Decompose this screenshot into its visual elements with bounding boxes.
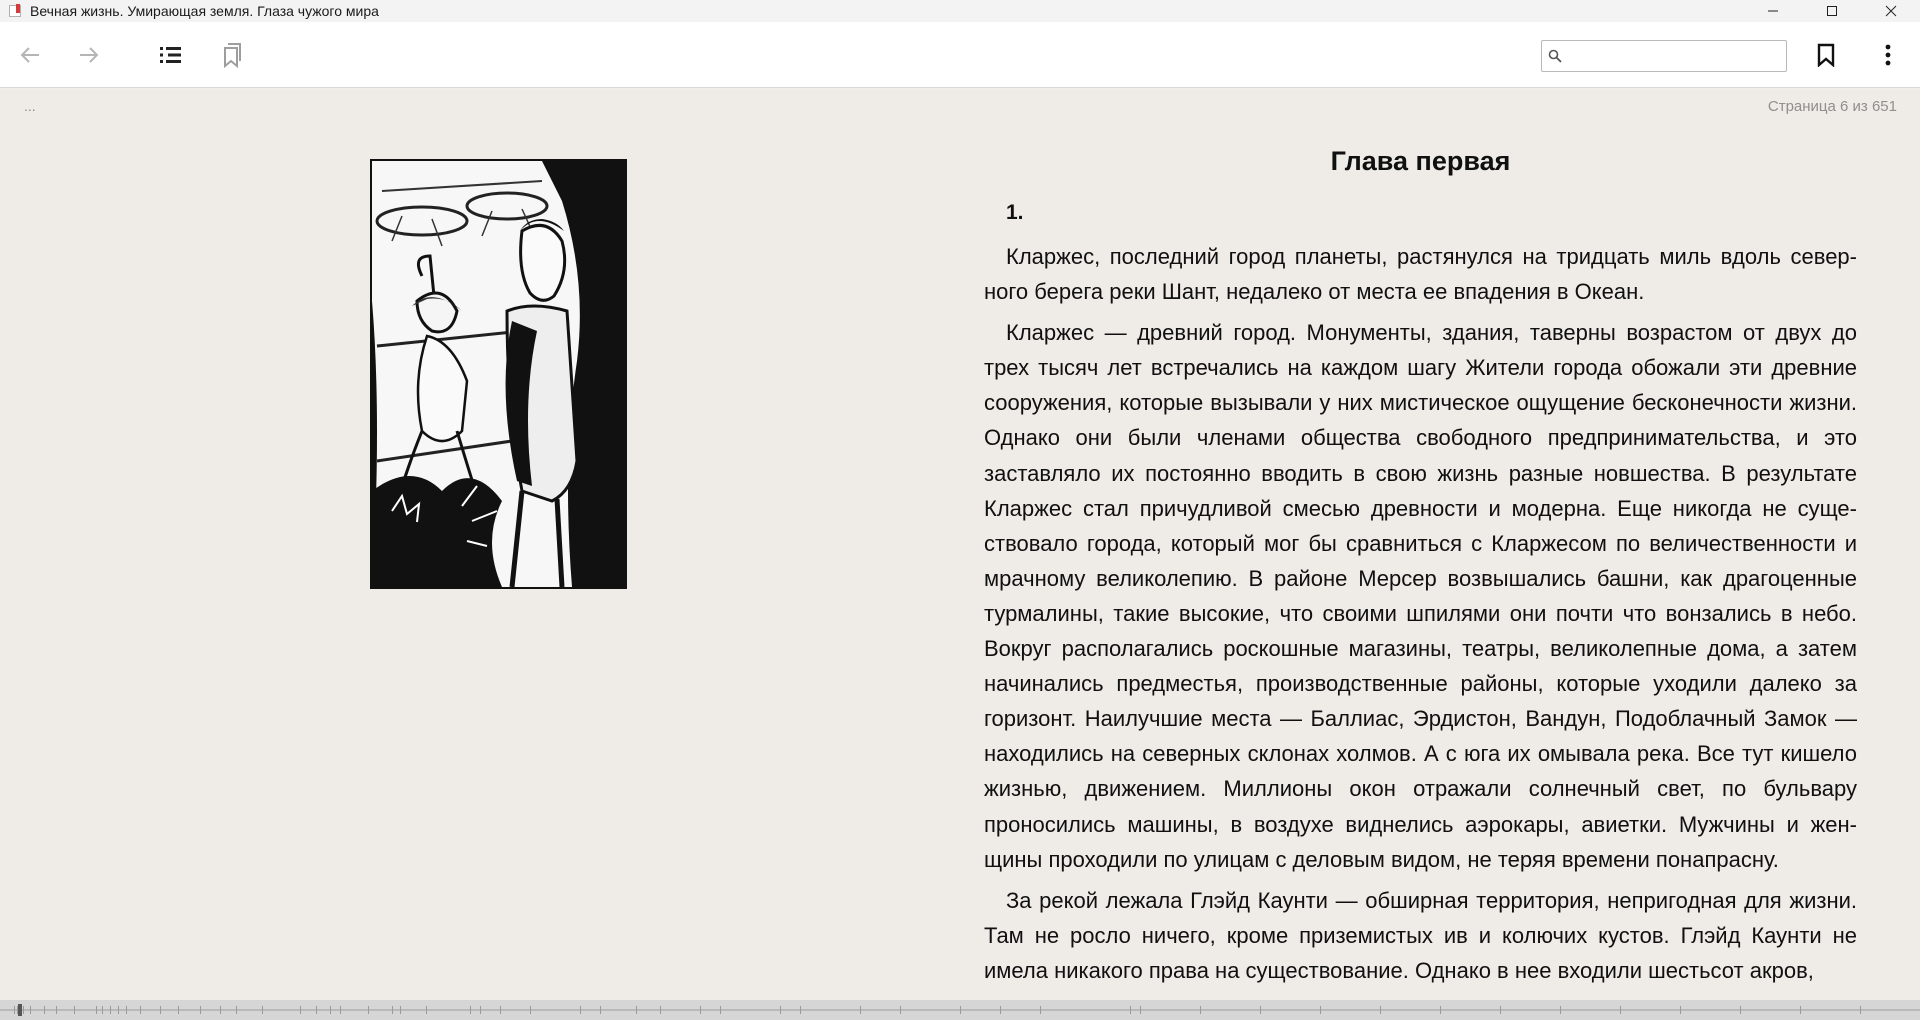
chapter-tick <box>1380 1006 1381 1014</box>
chapter-tick <box>23 1006 24 1014</box>
minimize-icon <box>1767 5 1779 17</box>
maximize-icon <box>1826 5 1838 17</box>
chapter-tick <box>44 1006 45 1014</box>
running-header-left: ... <box>24 98 36 114</box>
chapter-tick <box>126 1006 127 1014</box>
more-vertical-icon <box>1885 44 1891 66</box>
paragraph: За рекой лежала Глэйд Каунти — обширная территория, непригодная для жизни. Там не росло ничего, кроме приземистых ив и колючих кустов. Глэйд Каунти не имела никакого права на существование. Однако в нее входили шестьсот акров, <box>984 887 1857 983</box>
search-field[interactable] <box>1541 40 1787 72</box>
chapter-tick <box>426 1006 427 1014</box>
reader-toolbar <box>0 22 1920 88</box>
chapter-tick <box>118 1006 119 1014</box>
window-title: Вечная жизнь. Умирающая земля. Глаза чужого мира <box>30 3 379 19</box>
chapter-tick <box>470 1006 471 1014</box>
close-icon <box>1885 5 1897 17</box>
chapter-tick <box>900 1006 901 1014</box>
forward-button[interactable] <box>67 22 111 88</box>
chapter-tick <box>530 1006 531 1014</box>
scrubber-thumb[interactable] <box>18 1004 22 1016</box>
chapter-tick <box>1320 1006 1321 1014</box>
chapter-tick <box>330 1006 331 1014</box>
chapter-tick <box>30 1006 31 1014</box>
chapter-tick <box>1200 1006 1201 1014</box>
chapter-tick <box>316 1006 317 1014</box>
add-bookmark-button[interactable] <box>1804 22 1848 88</box>
chapter-tick <box>1260 1006 1261 1014</box>
chapter-tick <box>720 1006 721 1014</box>
chapter-tick <box>600 1006 601 1014</box>
table-of-contents-icon <box>159 44 183 66</box>
page-indicator: Страница 6 из 651 <box>1767 98 1897 115</box>
minimize-button[interactable] <box>1743 0 1802 22</box>
chapter-tick <box>340 1006 341 1014</box>
search-input[interactable] <box>1568 42 1782 70</box>
more-options-button[interactable] <box>1866 22 1910 88</box>
chapter-tick <box>56 1006 57 1014</box>
chapter-tick <box>580 1006 581 1014</box>
chapter-tick <box>300 1006 301 1014</box>
chapter-tick <box>1000 1006 1001 1014</box>
chapter-tick <box>110 1006 111 1014</box>
back-button[interactable] <box>8 22 52 88</box>
chapter-tick <box>392 1006 393 1014</box>
chapter-tick <box>14 1006 15 1014</box>
chapter-tick <box>178 1006 179 1014</box>
search-icon <box>1542 49 1568 63</box>
chapter-tick <box>480 1006 481 1014</box>
chapter-tick <box>1440 1006 1441 1014</box>
chapter-tick <box>140 1006 141 1014</box>
bookmarks-list-button[interactable] <box>209 22 253 88</box>
chapter-illustration <box>370 159 627 589</box>
chapter-tick <box>262 1006 263 1014</box>
chapter-tick <box>368 1006 369 1014</box>
bookmark-icon <box>1816 43 1836 67</box>
maximize-button[interactable] <box>1802 0 1861 22</box>
chapter-tick <box>860 1006 861 1014</box>
chapter-tick <box>1560 1006 1561 1014</box>
bookmarks-list-icon <box>219 42 243 68</box>
chapter-tick <box>1680 1006 1681 1014</box>
chapter-tick <box>400 1006 401 1014</box>
chapter-tick <box>160 1006 161 1014</box>
chapter-tick <box>200 1006 201 1014</box>
chapter-title: Глава первая <box>1330 146 1511 176</box>
chapter-tick <box>960 1006 961 1014</box>
chapter-tick <box>800 1006 801 1014</box>
table-of-contents-button[interactable] <box>149 22 193 88</box>
chapter-tick <box>1040 1006 1041 1014</box>
page-text[interactable] <box>984 142 1857 994</box>
section-number: 1. <box>1006 201 1024 224</box>
chapter-tick <box>1140 1006 1141 1014</box>
paragraph: Кларжес, последний город планеты, растянулся на тридцать миль вдоль северного берега реки Шант, недалеко от места ее впадения в Океан. <box>984 244 1857 305</box>
chapter-tick <box>236 1006 237 1014</box>
chapter-tick <box>1860 1006 1861 1014</box>
chapter-tick <box>1130 1006 1131 1014</box>
chapter-tick <box>660 1006 661 1014</box>
chapter-tick <box>74 1006 75 1014</box>
chapter-tick <box>780 1006 781 1014</box>
chapter-tick <box>500 1006 501 1014</box>
chapter-tick <box>636 1006 637 1014</box>
arrow-right-icon <box>78 44 100 66</box>
chapter-tick <box>1740 1006 1741 1014</box>
chapter-tick <box>102 1006 103 1014</box>
chapter-tick <box>1500 1006 1501 1014</box>
chapter-tick <box>1800 1006 1801 1014</box>
chapter-tick <box>96 1006 97 1014</box>
window-titlebar <box>0 0 1920 22</box>
chapter-tick <box>1620 1006 1621 1014</box>
app-book-icon <box>8 4 24 18</box>
page-progress-scrubber[interactable] <box>0 1000 1920 1020</box>
close-button[interactable] <box>1861 0 1920 22</box>
paragraph: Кларжес — древний город. Монументы, здания, таверны возрастом от двух до трех тысяч лет встречались на каждом шагу Жители города обожали эти древние сооружения, которые вызывали у них мистическое ощущение бесконечности жизни. Однако они были членами общества свободного предпринимательства, и это заставляло их постоянно вводить в свою жизнь разные новшества. В результате Кларжес стал причудливой смесью древности и модерна. Еще никогда не существовало города, который мог бы сравниться с Кларжесом по величественности и мрачному великолепию. В районе Мерсер возвышались башни, как драгоценные турмалины, такие высокие, что своими шпилями они почти что вонзались в небо. Вокруг располагались роскошные магазины, театры, великолепные дома, а затем начинались предместья, производственные районы, которые уходили далеко за горизонт. Наилучшие места — Баллиас, Эрдистон, Вандун, Подоблачный Замок — находились на северных склонах холмов. А с юга их омывала река. Все тут кишело жизнью, движением. Миллионы окон отражали солнечный свет, по бульвару проносились машины, в воздухе виднелись аэрокары, авиетки. Мужчины и женщины проходили по улицам с деловым видом, не теряя времени понапрасну. <box>984 320 1857 872</box>
chapter-tick <box>220 1006 221 1014</box>
chapter-tick <box>700 1006 701 1014</box>
window-controls <box>1743 0 1920 22</box>
arrow-left-icon <box>19 44 41 66</box>
